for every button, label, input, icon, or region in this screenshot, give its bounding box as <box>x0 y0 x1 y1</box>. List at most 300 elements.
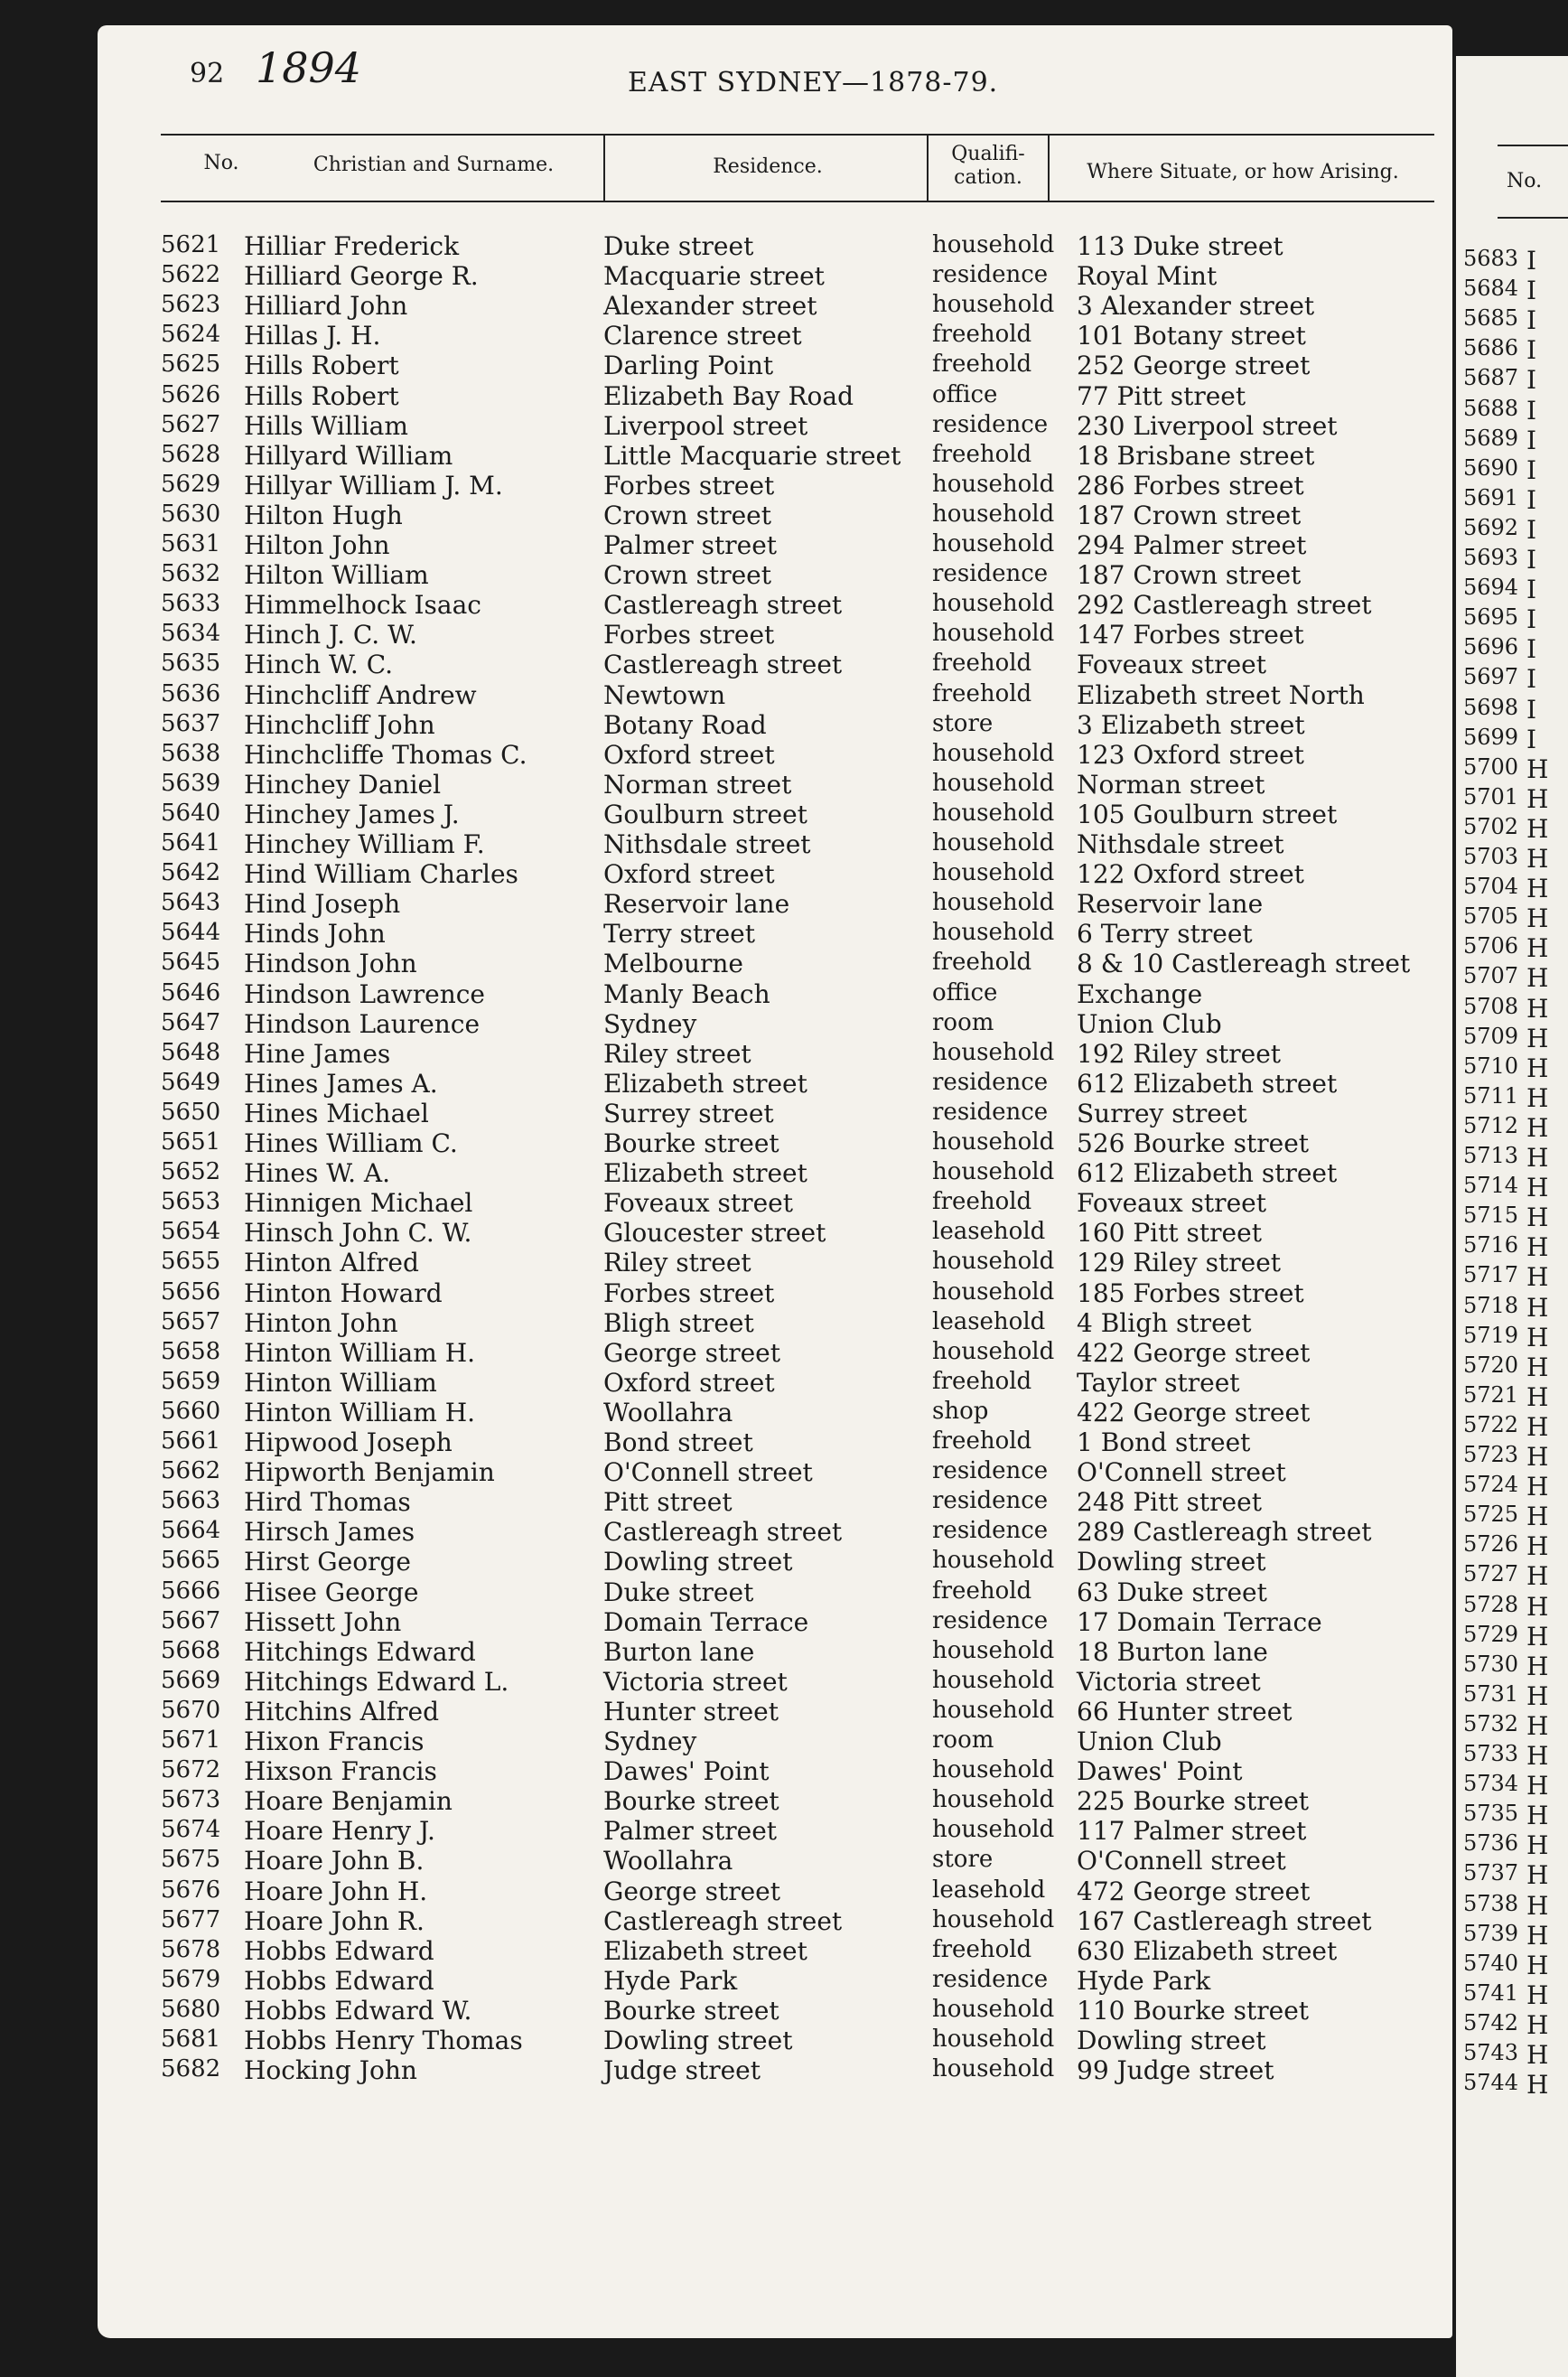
entry-qualification: freehold <box>932 650 1032 678</box>
next-page-row <box>1456 515 1568 545</box>
table-row <box>0 471 1445 501</box>
next-page-initial: H <box>1526 783 1549 814</box>
next-page-initial: H <box>1526 1381 1549 1412</box>
entry-where: 187 Crown street <box>1077 560 1302 591</box>
next-page-row <box>1456 2010 1568 2040</box>
next-page-row <box>1456 455 1568 485</box>
entry-number: 5678 <box>161 1935 221 1963</box>
entry-qualification: household <box>932 1038 1055 1066</box>
table-row <box>0 1547 1445 1577</box>
table-row <box>0 1188 1445 1218</box>
entry-where: Union Club <box>1077 1727 1222 1756</box>
next-page-row <box>1456 305 1568 335</box>
table-row <box>0 979 1445 1009</box>
entry-where: Dawes' Point <box>1077 1756 1243 1787</box>
entry-residence: Forbes street <box>603 620 775 650</box>
next-page-initial: H <box>1526 2070 1549 2101</box>
entry-qualification: household <box>932 889 1055 917</box>
next-page-initial: H <box>1526 1801 1549 1831</box>
next-page-header-rule <box>1498 217 1568 219</box>
next-page-initial: H <box>1526 1502 1549 1532</box>
entry-qualification: residence <box>932 560 1049 588</box>
entry-name: Hinch J. C. W. <box>244 620 417 650</box>
table-row <box>0 1517 1445 1547</box>
table-row <box>0 1099 1445 1128</box>
next-page-number: 5693 <box>1463 545 1519 570</box>
table-row <box>0 949 1445 978</box>
next-page-initial: I <box>1526 454 1537 485</box>
entry-qualification: household <box>932 859 1055 887</box>
table-row <box>0 381 1445 411</box>
next-page-row <box>1456 1442 1568 1472</box>
entry-name: Hindson John <box>244 949 417 979</box>
entry-residence: Palmer street <box>603 530 778 560</box>
entry-name: Hindson Laurence <box>244 1008 481 1039</box>
table-row <box>0 1368 1445 1398</box>
entry-number: 5677 <box>161 1905 221 1933</box>
table-row <box>0 1906 1445 1936</box>
entry-qualification: leasehold <box>932 1218 1046 1246</box>
entry-where: Exchange <box>1077 978 1203 1009</box>
entry-name: Hoare John R. <box>244 1905 425 1936</box>
next-page-number: 5729 <box>1463 1621 1519 1647</box>
next-page-initial: H <box>1526 1741 1549 1771</box>
next-page-number: 5704 <box>1463 874 1519 900</box>
table-row <box>0 411 1445 441</box>
entry-name: Hoare John H. <box>244 1876 428 1906</box>
entry-residence: George street <box>603 1337 780 1368</box>
next-page-initial: H <box>1526 1203 1549 1233</box>
next-page-number: 5690 <box>1463 454 1519 481</box>
table-row <box>0 1607 1445 1637</box>
table-row <box>0 1128 1445 1158</box>
next-page-initial: H <box>1526 1771 1549 1801</box>
next-page-number: 5741 <box>1463 1979 1519 2006</box>
next-page-number: 5705 <box>1463 903 1519 930</box>
entry-residence: Victoria street <box>603 1666 788 1697</box>
entry-residence: Melbourne <box>603 949 743 979</box>
table-row <box>0 1487 1445 1517</box>
entry-where: 147 Forbes street <box>1077 620 1304 650</box>
entry-where: 286 Forbes street <box>1077 470 1304 501</box>
entry-name: Hinton Alfred <box>244 1248 419 1278</box>
next-page-initial: H <box>1526 933 1549 964</box>
entry-name: Hinton John <box>244 1307 398 1338</box>
entry-where: 4 Bligh street <box>1077 1307 1252 1338</box>
entry-name: Hillyar William J. M. <box>244 470 503 501</box>
entry-residence: Riley street <box>603 1038 751 1069</box>
entry-name: Hocking John <box>244 2055 417 2086</box>
entry-name: Hitchings Edward <box>244 1636 476 1667</box>
entry-number: 5652 <box>161 1158 221 1186</box>
entry-residence: Woollahra <box>603 1846 733 1876</box>
entry-number: 5680 <box>161 1995 221 2023</box>
entry-where: 252 George street <box>1077 351 1311 381</box>
table-row <box>0 1667 1445 1697</box>
next-page-row <box>1456 365 1568 395</box>
entry-number: 5625 <box>161 351 221 379</box>
next-page-initial: H <box>1526 753 1549 784</box>
next-page-number: 5721 <box>1463 1381 1519 1408</box>
entry-name: Hinchcliff Andrew <box>244 679 477 710</box>
table-row <box>0 321 1445 351</box>
entry-name: Hillas J. H. <box>244 321 381 351</box>
table-row <box>0 2055 1445 2085</box>
entry-number: 5655 <box>161 1248 221 1276</box>
next-page-initial: I <box>1526 365 1537 396</box>
entry-residence: Castlereagh street <box>603 1905 843 1936</box>
entry-residence: Alexander street <box>603 291 817 322</box>
entry-residence: Nithsdale street <box>603 829 811 859</box>
next-page-number: 5700 <box>1463 753 1519 780</box>
entry-where: 292 Castlereagh street <box>1077 590 1372 621</box>
entry-name: Hobbs Edward W. <box>244 1995 472 2026</box>
entry-number: 5653 <box>161 1188 221 1216</box>
next-page-row <box>1456 1830 1568 1860</box>
entry-name: Hinnigen Michael <box>244 1188 473 1219</box>
entry-qualification: office <box>932 978 998 1006</box>
entry-number: 5623 <box>161 291 221 319</box>
next-page-row <box>1456 1860 1568 1890</box>
entry-where: 122 Oxford street <box>1077 859 1304 890</box>
next-page-initial: H <box>1526 1411 1549 1442</box>
next-page-initial: I <box>1526 246 1537 276</box>
entry-name: Hines Michael <box>244 1098 429 1128</box>
entry-number: 5624 <box>161 321 221 349</box>
next-page-row <box>1456 396 1568 426</box>
entry-number: 5631 <box>161 530 221 557</box>
next-page-row <box>1456 1681 1568 1711</box>
entry-residence: Pitt street <box>603 1487 733 1518</box>
entry-qualification: store <box>932 1846 994 1874</box>
next-page-number: 5695 <box>1463 604 1519 631</box>
entry-where: 123 Oxford street <box>1077 739 1304 770</box>
entry-residence: Elizabeth street <box>603 1068 807 1099</box>
entry-qualification: residence <box>932 261 1049 289</box>
next-page-initial: I <box>1526 395 1537 426</box>
entry-where: 99 Judge street <box>1077 2055 1274 2086</box>
table-row <box>0 261 1445 291</box>
table-row <box>0 1248 1445 1277</box>
next-page-row <box>1456 575 1568 604</box>
next-page-number: 5738 <box>1463 1890 1519 1916</box>
entry-name: Hixson Francis <box>244 1756 437 1787</box>
entry-name: Hinchey William F. <box>244 829 485 859</box>
entry-qualification: freehold <box>932 440 1032 468</box>
next-page-initial: H <box>1526 1442 1549 1472</box>
table-row <box>0 1876 1445 1906</box>
next-page-row <box>1456 695 1568 725</box>
entry-where: 422 George street <box>1077 1397 1311 1427</box>
entry-name: Hinchey James J. <box>244 799 460 829</box>
entry-qualification: household <box>932 1816 1055 1844</box>
entry-qualification: household <box>932 919 1055 947</box>
next-page-number: 5697 <box>1463 664 1519 690</box>
entry-name: Hixon Francis <box>244 1727 425 1756</box>
entry-number: 5665 <box>161 1547 221 1575</box>
next-page-row <box>1456 1502 1568 1531</box>
entry-qualification: household <box>932 1277 1055 1305</box>
table-row <box>0 620 1445 650</box>
entry-number: 5669 <box>161 1666 221 1694</box>
table-row <box>0 1039 1445 1069</box>
entry-qualification: household <box>932 1696 1055 1724</box>
next-page-row <box>1456 814 1568 844</box>
entry-qualification: household <box>932 1905 1055 1933</box>
next-page-initial: H <box>1526 1143 1549 1173</box>
entry-name: Himmelhock Isaac <box>244 590 481 621</box>
next-page-row <box>1456 963 1568 993</box>
column-divider <box>603 134 605 201</box>
table-row <box>0 441 1445 471</box>
entry-number: 5637 <box>161 709 221 737</box>
next-page-initial: H <box>1526 1830 1549 1861</box>
entry-qualification: office <box>932 380 998 408</box>
next-page-row <box>1456 1711 1568 1741</box>
next-page-number: 5685 <box>1463 305 1519 332</box>
entry-qualification: household <box>932 769 1055 797</box>
table-row <box>0 1069 1445 1099</box>
entry-where: 1 Bond street <box>1077 1427 1251 1457</box>
entry-number: 5671 <box>161 1727 221 1754</box>
entry-qualification: household <box>932 1128 1055 1156</box>
entry-residence: Bourke street <box>603 1128 779 1158</box>
entry-residence: Clarence street <box>603 321 802 351</box>
table-row <box>0 1398 1445 1427</box>
entry-qualification: household <box>932 291 1055 319</box>
entry-qualification: freehold <box>932 1188 1032 1216</box>
next-page-number: 5740 <box>1463 1950 1519 1976</box>
entry-where: 294 Palmer street <box>1077 530 1307 560</box>
entry-name: Hind William Charles <box>244 859 518 890</box>
entry-residence: Elizabeth street <box>603 1158 807 1189</box>
next-page-column-header-no: No. <box>1507 170 1543 192</box>
entry-where: Surrey street <box>1077 1098 1247 1128</box>
entry-qualification: freehold <box>932 1427 1032 1455</box>
entry-number: 5622 <box>161 261 221 289</box>
next-page-initial: I <box>1526 305 1537 336</box>
entry-where: 187 Crown street <box>1077 500 1302 530</box>
entry-number: 5627 <box>161 410 221 438</box>
entry-name: Hines William C. <box>244 1128 458 1158</box>
table-row <box>0 859 1445 889</box>
next-page-number: 5684 <box>1463 276 1519 302</box>
entry-name: Hoare John B. <box>244 1846 425 1876</box>
table-row <box>0 1996 1445 2026</box>
next-page-number: 5716 <box>1463 1232 1519 1259</box>
next-page-number: 5688 <box>1463 395 1519 421</box>
next-page-row <box>1456 1891 1568 1921</box>
entry-qualification: household <box>932 590 1055 618</box>
table-row <box>0 1278 1445 1308</box>
entry-residence: Woollahra <box>603 1397 733 1427</box>
table-row <box>0 710 1445 740</box>
entry-name: Hissett John <box>244 1606 402 1637</box>
entry-number: 5634 <box>161 620 221 648</box>
next-page-initial: I <box>1526 484 1537 515</box>
next-page-number: 5732 <box>1463 1710 1519 1736</box>
column-header-residence: Residence. <box>713 155 823 178</box>
table-row <box>0 1697 1445 1727</box>
table-row <box>0 291 1445 321</box>
next-page-initial: I <box>1526 694 1537 725</box>
entry-residence: Manly Beach <box>603 978 770 1009</box>
next-page-number: 5734 <box>1463 1771 1519 1797</box>
entry-name: Hobbs Edward <box>244 1935 434 1966</box>
next-page-number: 5712 <box>1463 1112 1519 1138</box>
entry-residence: Liverpool street <box>603 410 808 441</box>
next-page-initial: H <box>1526 1023 1549 1053</box>
entry-number: 5663 <box>161 1487 221 1515</box>
next-page-number: 5702 <box>1463 813 1519 839</box>
entry-where: 612 Elizabeth street <box>1077 1068 1338 1099</box>
entry-residence: Bond street <box>603 1427 753 1457</box>
entry-residence: Reservoir lane <box>603 889 790 920</box>
entry-where: 113 Duke street <box>1077 231 1283 261</box>
entry-where: 248 Pitt street <box>1077 1487 1262 1518</box>
table-row <box>0 800 1445 829</box>
header-bottom-rule <box>161 201 1434 202</box>
next-page-initial: I <box>1526 425 1537 455</box>
entry-residence: Sydney <box>603 1727 697 1756</box>
entry-qualification: household <box>932 1995 1055 2023</box>
entry-name: Hinch W. C. <box>244 650 394 680</box>
next-page-number: 5696 <box>1463 634 1519 660</box>
next-page-row <box>1456 426 1568 455</box>
entry-name: Hitchins Alfred <box>244 1696 440 1727</box>
entry-number: 5641 <box>161 829 221 856</box>
entry-number: 5654 <box>161 1218 221 1246</box>
next-page-number: 5735 <box>1463 1801 1519 1827</box>
entry-name: Hoare Benjamin <box>244 1786 453 1817</box>
entry-where: 3 Elizabeth street <box>1077 709 1305 740</box>
table-row <box>0 680 1445 710</box>
entry-where: 225 Bourke street <box>1077 1786 1310 1817</box>
entry-number: 5632 <box>161 560 221 588</box>
entry-name: Hinsch John C. W. <box>244 1218 472 1249</box>
next-page-number: 5691 <box>1463 484 1519 510</box>
entry-where: 185 Forbes street <box>1077 1277 1304 1308</box>
next-page-number: 5723 <box>1463 1442 1519 1467</box>
entry-residence: Castlereagh street <box>603 590 843 621</box>
table-row <box>0 560 1445 590</box>
next-page-initial: H <box>1526 1591 1549 1622</box>
entry-name: Hirst George <box>244 1547 411 1577</box>
next-page-row <box>1456 1622 1568 1652</box>
entry-where: Dowling street <box>1077 2026 1266 2055</box>
entry-where: 230 Liverpool street <box>1077 410 1338 441</box>
next-page-number: 5689 <box>1463 425 1519 451</box>
entry-qualification: freehold <box>932 351 1032 379</box>
next-page-number: 5711 <box>1463 1082 1519 1109</box>
entry-name: Hilton William <box>244 560 429 591</box>
entry-where: 192 Riley street <box>1077 1038 1282 1069</box>
entry-name: Hind Joseph <box>244 889 401 920</box>
table-row <box>0 1158 1445 1188</box>
table-row <box>0 1308 1445 1338</box>
next-page-number: 5728 <box>1463 1591 1519 1617</box>
entry-residence: Dawes' Point <box>603 1756 770 1787</box>
next-page-row <box>1456 1293 1568 1323</box>
next-page-initial: I <box>1526 545 1537 575</box>
entry-name: Hills William <box>244 410 408 441</box>
entry-qualification: household <box>932 1786 1055 1814</box>
entry-qualification: household <box>932 1636 1055 1664</box>
entry-residence: Oxford street <box>603 859 775 890</box>
entry-qualification: household <box>932 2055 1055 2083</box>
next-page-row <box>1456 874 1568 903</box>
entry-name: Hisee George <box>244 1577 419 1607</box>
entry-qualification: residence <box>932 410 1049 438</box>
table-row <box>0 1218 1445 1248</box>
next-page-row <box>1456 1980 1568 2010</box>
next-page-number: 5686 <box>1463 335 1519 361</box>
next-page-initial: I <box>1526 604 1537 635</box>
entry-residence: Darling Point <box>603 351 774 381</box>
next-page-row <box>1456 1921 1568 1951</box>
entry-residence: George street <box>603 1876 780 1906</box>
entry-number: 5650 <box>161 1098 221 1126</box>
next-page-number: 5707 <box>1463 963 1519 989</box>
entry-number: 5676 <box>161 1876 221 1904</box>
next-page-number: 5698 <box>1463 694 1519 720</box>
entry-residence: Burton lane <box>603 1636 755 1667</box>
next-page-row <box>1456 1652 1568 1681</box>
next-page-number: 5709 <box>1463 1023 1519 1049</box>
entry-residence: Duke street <box>603 1577 754 1607</box>
entry-where: 8 & 10 Castlereagh street <box>1077 949 1411 979</box>
next-page-row <box>1456 1352 1568 1382</box>
entry-where: 17 Domain Terrace <box>1077 1606 1322 1637</box>
entry-number: 5633 <box>161 590 221 618</box>
entry-name: Hilliard George R. <box>244 261 479 292</box>
next-page-initial: H <box>1526 1352 1549 1382</box>
next-page-header-rule <box>1498 145 1568 146</box>
entry-residence: Forbes street <box>603 1277 775 1308</box>
entry-number: 5644 <box>161 919 221 947</box>
entry-qualification: residence <box>932 1068 1049 1096</box>
table-row <box>0 829 1445 859</box>
next-page-initial: H <box>1526 1950 1549 1980</box>
table-row <box>0 2026 1445 2055</box>
table-row <box>0 231 1445 261</box>
entry-residence: Hunter street <box>603 1696 779 1727</box>
next-page-initial: H <box>1526 963 1549 994</box>
header-top-rule <box>161 134 1434 136</box>
next-page-initial: H <box>1526 844 1549 874</box>
entry-where: 117 Palmer street <box>1077 1816 1307 1847</box>
next-page-row <box>1456 1951 1568 1980</box>
table-row <box>0 1009 1445 1039</box>
entry-qualification: leasehold <box>932 1307 1046 1335</box>
entry-number: 5630 <box>161 500 221 528</box>
entry-residence: Bligh street <box>603 1307 754 1338</box>
next-page-initial: H <box>1526 1292 1549 1323</box>
entry-where: 18 Brisbane street <box>1077 440 1315 471</box>
entry-where: Royal Mint <box>1077 261 1218 292</box>
page-number: 92 <box>190 58 225 89</box>
entry-name: Hilliar Frederick <box>244 231 460 261</box>
next-page-initial: H <box>1526 1860 1549 1891</box>
next-page-number: 5719 <box>1463 1322 1519 1348</box>
next-page-number: 5739 <box>1463 1920 1519 1946</box>
entry-residence: Domain Terrace <box>603 1606 809 1637</box>
entry-number: 5642 <box>161 859 221 887</box>
entry-residence: Riley street <box>603 1248 751 1278</box>
entry-residence: Forbes street <box>603 470 775 501</box>
next-page-initial: H <box>1526 903 1549 934</box>
entry-where: Reservoir lane <box>1077 889 1264 920</box>
